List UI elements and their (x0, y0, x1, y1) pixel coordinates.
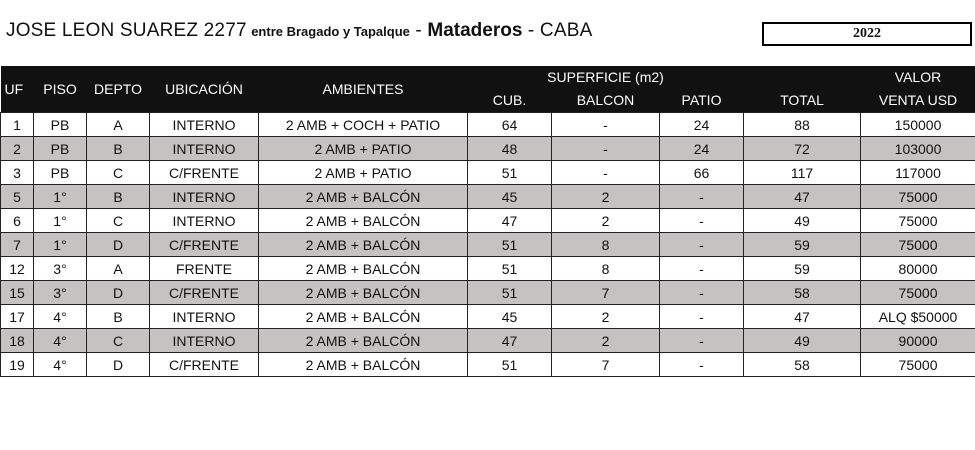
cell-valor: 117000 (861, 161, 975, 185)
cell-cub: 47 (468, 209, 552, 233)
cell-valor: 103000 (861, 137, 975, 161)
cell-cub: 47 (468, 329, 552, 353)
cell-total: 58 (744, 353, 861, 377)
cell-piso: PB (34, 113, 87, 137)
cell-valor: 90000 (861, 329, 975, 353)
table-row (1, 281, 975, 305)
cell-balcon: - (552, 113, 660, 137)
cell-uf: 15 (1, 281, 34, 305)
cell-piso: 4° (34, 353, 87, 377)
col-balcon: BALCON (552, 88, 660, 113)
cell-patio: 24 (660, 137, 744, 161)
cell-cub: 51 (468, 233, 552, 257)
cell-total: 58 (744, 281, 861, 305)
col-valor-line2: VENTA USD (861, 88, 975, 113)
cell-ubicacion: C/FRENTE (150, 353, 259, 377)
cell-ambientes: 2 AMB + BALCÓN (259, 233, 468, 257)
cell-total: 88 (744, 113, 861, 137)
cell-depto: D (87, 353, 150, 377)
units-table (0, 66, 975, 377)
cell-patio: - (660, 305, 744, 329)
cell-cub: 51 (468, 353, 552, 377)
cell-piso: 1° (34, 209, 87, 233)
separator-1: - (409, 20, 428, 41)
table-row (1, 233, 975, 257)
cell-piso: 1° (34, 185, 87, 209)
page-title (6, 20, 592, 42)
table-row (1, 113, 975, 137)
cell-patio: - (660, 209, 744, 233)
cell-valor: 80000 (861, 257, 975, 281)
cell-balcon: 2 (552, 305, 660, 329)
cell-uf: 7 (1, 233, 34, 257)
cell-valor: 150000 (861, 113, 975, 137)
city-text: CABA (539, 20, 593, 41)
cell-patio: 66 (660, 161, 744, 185)
cell-ambientes: 2 AMB + BALCÓN (259, 353, 468, 377)
cell-ubicacion: INTERNO (150, 185, 259, 209)
cell-depto: D (87, 281, 150, 305)
cell-valor: 75000 (861, 185, 975, 209)
cell-uf: 1 (1, 113, 34, 137)
cell-valor: 75000 (861, 281, 975, 305)
cell-total: 49 (744, 209, 861, 233)
cell-piso: 4° (34, 329, 87, 353)
col-superficie: SUPERFICIE (m2) (468, 66, 744, 88)
table-row (1, 137, 975, 161)
col-total-top (744, 66, 861, 88)
cell-total: 117 (744, 161, 861, 185)
cell-uf: 3 (1, 161, 34, 185)
cell-balcon: 7 (552, 281, 660, 305)
col-ubicacion: UBICACIÓN (150, 66, 259, 113)
cell-ubicacion: C/FRENTE (150, 233, 259, 257)
cell-ubicacion: INTERNO (150, 137, 259, 161)
col-total: TOTAL (744, 88, 861, 113)
table-row (1, 185, 975, 209)
cell-piso: 3° (34, 281, 87, 305)
cell-balcon: 2 (552, 185, 660, 209)
cell-piso: 1° (34, 233, 87, 257)
table-row (1, 329, 975, 353)
cell-balcon: 2 (552, 329, 660, 353)
col-uf: UF (1, 66, 34, 113)
col-valor-line1: VALOR (861, 66, 975, 88)
cell-cub: 45 (468, 305, 552, 329)
cell-total: 59 (744, 233, 861, 257)
cell-ubicacion: C/FRENTE (150, 281, 259, 305)
col-piso: PISO (34, 66, 87, 113)
cell-uf: 2 (1, 137, 34, 161)
cell-uf: 19 (1, 353, 34, 377)
cell-ubicacion: C/FRENTE (150, 161, 259, 185)
cell-balcon: 8 (552, 257, 660, 281)
cell-patio: - (660, 257, 744, 281)
cell-cub: 48 (468, 137, 552, 161)
cell-patio: - (660, 233, 744, 257)
cell-uf: 17 (1, 305, 34, 329)
cell-cub: 51 (468, 281, 552, 305)
cell-ambientes: 2 AMB + PATIO (259, 161, 468, 185)
cell-ubicacion: INTERNO (150, 305, 259, 329)
cell-depto: A (87, 257, 150, 281)
cell-cub: 51 (468, 161, 552, 185)
separator-2: - (522, 20, 540, 41)
between-streets-text: entre Bragado y Tapalque (251, 24, 410, 39)
cell-depto: C (87, 161, 150, 185)
cell-ambientes: 2 AMB + BALCÓN (259, 185, 468, 209)
cell-patio: - (660, 281, 744, 305)
cell-ubicacion: INTERNO (150, 329, 259, 353)
neighborhood-text: Mataderos (427, 20, 523, 41)
cell-cub: 45 (468, 185, 552, 209)
cell-cub: 51 (468, 257, 552, 281)
cell-depto: C (87, 209, 150, 233)
col-depto: DEPTO (87, 66, 150, 113)
title-row (0, 0, 975, 66)
cell-balcon: 8 (552, 233, 660, 257)
cell-piso: PB (34, 137, 87, 161)
table-row (1, 305, 975, 329)
table-row (1, 209, 975, 233)
cell-cub: 64 (468, 113, 552, 137)
cell-ambientes: 2 AMB + BALCÓN (259, 257, 468, 281)
cell-ubicacion: FRENTE (150, 257, 259, 281)
table-row (1, 257, 975, 281)
cell-balcon: - (552, 137, 660, 161)
cell-depto: B (87, 137, 150, 161)
table-body (1, 113, 975, 377)
cell-depto: D (87, 233, 150, 257)
cell-total: 49 (744, 329, 861, 353)
cell-ubicacion: INTERNO (150, 209, 259, 233)
cell-piso: 4° (34, 305, 87, 329)
cell-valor: ALQ $50000 (861, 305, 975, 329)
cell-depto: C (87, 329, 150, 353)
cell-ubicacion: INTERNO (150, 113, 259, 137)
cell-valor: 75000 (861, 353, 975, 377)
cell-patio: - (660, 353, 744, 377)
cell-patio: - (660, 329, 744, 353)
cell-total: 47 (744, 305, 861, 329)
table-row (1, 353, 975, 377)
cell-depto: B (87, 305, 150, 329)
cell-patio: - (660, 185, 744, 209)
col-cub: CUB. (468, 88, 552, 113)
cell-ambientes: 2 AMB + BALCÓN (259, 281, 468, 305)
cell-balcon: 7 (552, 353, 660, 377)
cell-uf: 5 (1, 185, 34, 209)
col-ambientes: AMBIENTES (259, 66, 468, 113)
cell-piso: PB (34, 161, 87, 185)
cell-piso: 3° (34, 257, 87, 281)
cell-depto: A (87, 113, 150, 137)
cell-uf: 18 (1, 329, 34, 353)
cell-balcon: 2 (552, 209, 660, 233)
cell-balcon: - (552, 161, 660, 185)
table-row (1, 161, 975, 185)
cell-ambientes: 2 AMB + PATIO (259, 137, 468, 161)
cell-ambientes: 2 AMB + BALCÓN (259, 209, 468, 233)
cell-ambientes: 2 AMB + COCH + PATIO (259, 113, 468, 137)
cell-ambientes: 2 AMB + BALCÓN (259, 329, 468, 353)
cell-total: 47 (744, 185, 861, 209)
cell-valor: 75000 (861, 209, 975, 233)
cell-ambientes: 2 AMB + BALCÓN (259, 305, 468, 329)
cell-valor: 75000 (861, 233, 975, 257)
cell-uf: 6 (1, 209, 34, 233)
col-patio: PATIO (660, 88, 744, 113)
table-header (1, 66, 975, 113)
cell-total: 59 (744, 257, 861, 281)
cell-total: 72 (744, 137, 861, 161)
cell-depto: B (87, 185, 150, 209)
address-text: JOSE LEON SUAREZ 2277 (6, 20, 247, 41)
cell-uf: 12 (1, 257, 34, 281)
cell-patio: 24 (660, 113, 744, 137)
year-box: 2022 (762, 22, 972, 46)
